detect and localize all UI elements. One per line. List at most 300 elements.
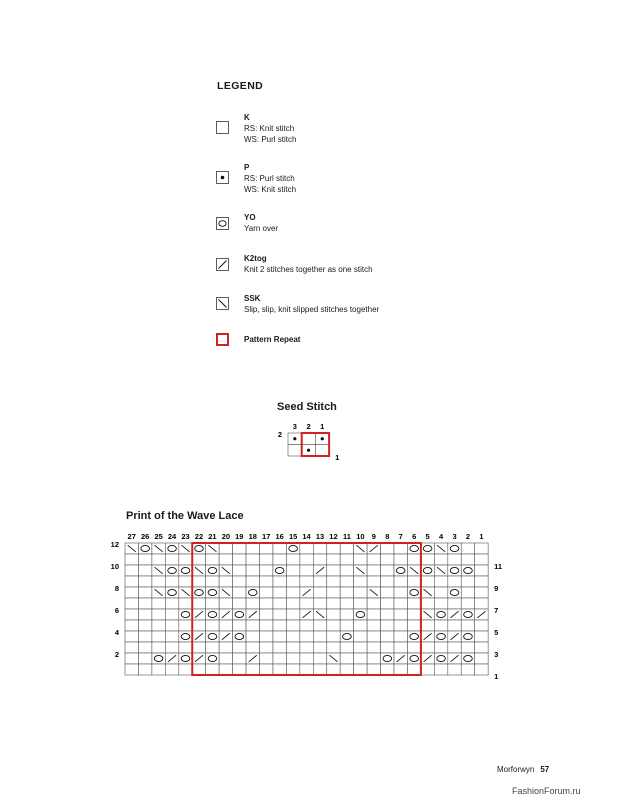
column-number: 6 [412, 532, 417, 541]
chart-cell [421, 598, 434, 609]
chart-cell [354, 587, 367, 598]
chart-cell [354, 554, 367, 565]
chart-cell [138, 609, 151, 620]
chart-cell [354, 598, 367, 609]
chart-cell [233, 543, 246, 554]
legend-name: Pattern Repeat [244, 335, 301, 344]
chart-cell [260, 576, 273, 587]
chart-cell [448, 642, 461, 653]
chart-cell [313, 642, 326, 653]
chart-cell [381, 664, 394, 675]
chart-cell [475, 653, 488, 664]
chart-cell [152, 631, 165, 642]
chart-cell [300, 664, 313, 675]
row-number: 4 [114, 628, 119, 637]
chart-cell [315, 445, 329, 457]
column-number: 13 [315, 532, 325, 541]
chart-cell [286, 642, 299, 653]
chart-cell [394, 543, 407, 554]
chart-cell [394, 587, 407, 598]
column-number: 17 [262, 532, 271, 541]
chart-cell [138, 642, 151, 653]
chart-cell [461, 620, 474, 631]
chart-cell [192, 576, 205, 587]
chart-cell [461, 598, 474, 609]
chart-cell [206, 620, 219, 631]
column-number: 22 [194, 532, 204, 541]
chart-cell [381, 576, 394, 587]
chart-cell [448, 554, 461, 565]
chart-cell [179, 598, 192, 609]
chart-cell [260, 664, 273, 675]
page-number: 57 [540, 765, 550, 774]
chart-cell [394, 609, 407, 620]
chart-cell [233, 664, 246, 675]
chart-cell [260, 598, 273, 609]
chart-cell [273, 576, 286, 587]
chart-cell [286, 631, 299, 642]
chart-cell [260, 543, 273, 554]
chart-cell [300, 543, 313, 554]
chart-cell [286, 609, 299, 620]
column-number: 14 [302, 532, 311, 541]
column-number: 25 [154, 532, 163, 541]
chart-cell [327, 631, 340, 642]
chart-cell [152, 642, 165, 653]
chart-cell [273, 653, 286, 664]
chart-cell [327, 576, 340, 587]
row-number: 3 [494, 650, 499, 659]
legend-title: LEGEND [217, 80, 264, 92]
chart-cell [367, 598, 380, 609]
chart-cell [340, 609, 353, 620]
chart-cell [340, 543, 353, 554]
chart-cell [300, 653, 313, 664]
chart-cell [125, 609, 138, 620]
chart-cell [367, 664, 380, 675]
chart-cell [138, 587, 151, 598]
row-number: 12 [110, 540, 119, 549]
chart-cell [246, 554, 259, 565]
chart-cell [367, 576, 380, 587]
chart-cell [125, 587, 138, 598]
chart-cell [313, 554, 326, 565]
chart-cell [273, 642, 286, 653]
chart-cell [407, 642, 420, 653]
row-number: 10 [110, 562, 119, 571]
chart-cell [475, 620, 488, 631]
chart-cell [475, 543, 488, 554]
chart-cell [300, 576, 313, 587]
chart-cell [152, 554, 165, 565]
purl-dot [307, 449, 310, 452]
chart-cell [246, 664, 259, 675]
legend-name: YO [244, 213, 256, 222]
chart-cell [434, 642, 447, 653]
chart-cell [327, 620, 340, 631]
chart-svg [258, 403, 359, 486]
column-number: 1 [479, 532, 484, 541]
chart-cell [233, 598, 246, 609]
column-number: 5 [425, 532, 430, 541]
legend-name: K2tog [244, 254, 267, 263]
row-number: 2 [114, 650, 119, 659]
chart-cell [233, 587, 246, 598]
chart-cell [125, 642, 138, 653]
chart-cell [165, 609, 178, 620]
chart-cell [138, 576, 151, 587]
chart-cell [327, 642, 340, 653]
chart-cell [246, 565, 259, 576]
chart-cell [340, 598, 353, 609]
chart-cell [165, 620, 178, 631]
chart-cell [340, 587, 353, 598]
legend-item-yo [244, 212, 278, 234]
chart-cell [286, 598, 299, 609]
legend-desc: Yarn over [244, 224, 279, 233]
chart-cell [165, 576, 178, 587]
chart-cell [461, 664, 474, 675]
page-footer [497, 765, 549, 774]
chart-cell [475, 664, 488, 675]
chart-cell [246, 642, 259, 653]
row-number: 8 [114, 584, 119, 593]
chart-cell [367, 609, 380, 620]
chart-cell [192, 620, 205, 631]
column-number: 7 [398, 532, 403, 541]
chart-cell [138, 631, 151, 642]
chart-cell [421, 576, 434, 587]
chart-cell [125, 565, 138, 576]
chart-cell [219, 598, 232, 609]
column-number: 20 [221, 532, 231, 541]
chart-cell [165, 642, 178, 653]
chart-cell [327, 609, 340, 620]
chart-cell [448, 620, 461, 631]
column-number: 15 [288, 532, 298, 541]
chart-cell [233, 620, 246, 631]
row-number: 6 [114, 606, 119, 615]
chart-cell [286, 664, 299, 675]
k2tog-symbol-icon [216, 258, 229, 271]
chart-cell [313, 576, 326, 587]
chart-cell [475, 576, 488, 587]
chart-cell [138, 620, 151, 631]
legend-desc: Slip, slip, knit slipped stitches together [244, 305, 380, 314]
chart-cell [138, 653, 151, 664]
chart-cell [434, 554, 447, 565]
column-number: 23 [181, 532, 190, 541]
chart-cell [206, 664, 219, 675]
chart-cell [138, 565, 151, 576]
chart-cell [260, 565, 273, 576]
chart-cell [367, 631, 380, 642]
row-number: 11 [494, 562, 503, 571]
chart-cell [260, 609, 273, 620]
chart-cell [260, 642, 273, 653]
chart-cell [354, 664, 367, 675]
chart-cell [421, 642, 434, 653]
chart-cell [219, 576, 232, 587]
chart-cell [125, 598, 138, 609]
chart-cell [300, 620, 313, 631]
chart-cell [165, 554, 178, 565]
chart-cell [300, 565, 313, 576]
row-number: 5 [494, 628, 499, 637]
chart-cell [340, 565, 353, 576]
chart-cell [407, 576, 420, 587]
chart-cell [233, 565, 246, 576]
chart-cell [260, 653, 273, 664]
chart-cell [152, 576, 165, 587]
chart-cell [313, 664, 326, 675]
row-number: 1 [494, 672, 499, 681]
chart-cell [165, 664, 178, 675]
knit-symbol-icon [216, 121, 229, 134]
chart-cell [219, 664, 232, 675]
chart-cell [313, 598, 326, 609]
column-number: 1 [320, 422, 325, 431]
chart-cell [300, 642, 313, 653]
chart-cell [354, 620, 367, 631]
chart-cell [300, 631, 313, 642]
chart-cell [125, 631, 138, 642]
legend-desc: WS: Knit stitch [244, 185, 297, 194]
column-number: 3 [452, 532, 457, 541]
seed-stitch-title: Seed Stitch [277, 401, 337, 413]
chart-cell [273, 620, 286, 631]
chart-cell [367, 653, 380, 664]
chart-cell [233, 642, 246, 653]
chart-cell [327, 554, 340, 565]
chart-cell [313, 620, 326, 631]
chart-cell [434, 576, 447, 587]
chart-cell [381, 543, 394, 554]
chart-cell [125, 653, 138, 664]
chart-cell [233, 576, 246, 587]
chart-cell [434, 664, 447, 675]
chart-cell [448, 664, 461, 675]
chart-cell [434, 587, 447, 598]
chart-cell [394, 664, 407, 675]
column-number: 12 [329, 532, 338, 541]
chart-cell [407, 598, 420, 609]
chart-cell [165, 631, 178, 642]
purl-dot [293, 437, 296, 440]
seed-stitch-chart [258, 403, 359, 491]
chart-cell [206, 642, 219, 653]
chart-cell [394, 554, 407, 565]
chart-cell [434, 598, 447, 609]
chart-svg [95, 513, 518, 705]
column-number: 26 [141, 532, 150, 541]
row-number: 7 [494, 606, 499, 615]
chart-cell [219, 543, 232, 554]
chart-cell [286, 576, 299, 587]
purl-symbol-icon [216, 171, 229, 184]
chart-cell [165, 598, 178, 609]
chart-cell [125, 664, 138, 675]
chart-cell [421, 664, 434, 675]
row-number: 2 [277, 430, 282, 439]
chart-cell [421, 620, 434, 631]
legend-item-repeat [244, 334, 300, 345]
chart-cell [273, 543, 286, 554]
column-number: 3 [292, 422, 297, 431]
column-number: 11 [342, 532, 351, 541]
chart-cell [219, 554, 232, 565]
chart-cell [179, 554, 192, 565]
chart-cell [273, 598, 286, 609]
column-number: 27 [127, 532, 136, 541]
legend-name: P [244, 163, 250, 172]
chart-cell [381, 598, 394, 609]
chart-cell [179, 620, 192, 631]
purl-dot [321, 437, 324, 440]
chart-cell [381, 642, 394, 653]
chart-cell [273, 664, 286, 675]
chart-cell [475, 642, 488, 653]
chart-cell [286, 620, 299, 631]
chart-cell [138, 554, 151, 565]
chart-cell [260, 587, 273, 598]
chart-cell [273, 554, 286, 565]
chart-cell [340, 653, 353, 664]
chart-cell [246, 598, 259, 609]
chart-cell [219, 620, 232, 631]
chart-cell [327, 598, 340, 609]
chart-cell [179, 642, 192, 653]
chart-cell [302, 433, 316, 445]
chart-cell [354, 576, 367, 587]
chart-cell [407, 609, 420, 620]
chart-cell [192, 664, 205, 675]
chart-cell [313, 631, 326, 642]
row-number: 9 [494, 584, 499, 593]
column-number: 2 [465, 532, 471, 541]
chart-cell [381, 609, 394, 620]
chart-cell [300, 554, 313, 565]
chart-cell [233, 653, 246, 664]
row-number: 1 [335, 453, 340, 462]
chart-cell [219, 653, 232, 664]
chart-cell [475, 565, 488, 576]
legend-desc: Knit 2 stitches together as one stitch [244, 265, 373, 274]
chart-cell [206, 598, 219, 609]
chart-cell [340, 576, 353, 587]
column-number: 4 [438, 532, 444, 541]
chart-cell [475, 554, 488, 565]
chart-cell [313, 543, 326, 554]
chart-cell [354, 631, 367, 642]
chart-cell [286, 653, 299, 664]
chart-cell [367, 554, 380, 565]
chart-cell [152, 664, 165, 675]
lace-chart-title: Print of the Wave Lace [126, 510, 244, 522]
chart-cell [192, 598, 205, 609]
chart-cell [327, 565, 340, 576]
chart-cell [448, 576, 461, 587]
chart-cell [461, 642, 474, 653]
chart-cell [260, 554, 273, 565]
chart-cell [475, 587, 488, 598]
legend-desc: RS: Knit stitch [244, 124, 295, 133]
chart-cell [381, 565, 394, 576]
chart-cell [273, 587, 286, 598]
chart-cell [394, 598, 407, 609]
legend-item-k2tog [244, 253, 373, 275]
chart-cell [340, 554, 353, 565]
chart-cell [288, 445, 302, 457]
chart-cell [394, 620, 407, 631]
pattern-repeat-symbol-icon [216, 333, 229, 346]
chart-cell [421, 554, 434, 565]
chart-cell [179, 576, 192, 587]
chart-cell [313, 653, 326, 664]
chart-cell [434, 620, 447, 631]
chart-cell [407, 554, 420, 565]
chart-cell [394, 642, 407, 653]
column-number: 19 [235, 532, 244, 541]
column-number: 21 [208, 532, 217, 541]
chart-cell [206, 554, 219, 565]
chart-cell [381, 554, 394, 565]
chart-cell [206, 576, 219, 587]
chart-cell [313, 587, 326, 598]
chart-cell [381, 631, 394, 642]
chart-cell [367, 620, 380, 631]
chart-cell [475, 631, 488, 642]
chart-cell [233, 554, 246, 565]
chart-cell [407, 664, 420, 675]
chart-cell [152, 598, 165, 609]
chart-cell [138, 598, 151, 609]
column-number: 18 [248, 532, 257, 541]
chart-cell [125, 620, 138, 631]
chart-cell [475, 598, 488, 609]
legend-name: K [244, 113, 250, 122]
chart-cell [394, 576, 407, 587]
chart-cell [219, 642, 232, 653]
chart-cell [394, 631, 407, 642]
chart-cell [286, 587, 299, 598]
chart-cell [125, 576, 138, 587]
chart-cell [246, 543, 259, 554]
column-number: 10 [356, 532, 365, 541]
chart-cell [246, 631, 259, 642]
chart-cell [286, 565, 299, 576]
chart-cell [448, 598, 461, 609]
lace-chart [95, 513, 518, 710]
legend-item-purl [244, 162, 296, 195]
chart-cell [273, 609, 286, 620]
legend-desc: RS: Purl stitch [244, 174, 295, 183]
chart-cell [461, 543, 474, 554]
legend-desc: WS: Purl stitch [244, 135, 297, 144]
chart-cell [246, 576, 259, 587]
chart-cell [340, 664, 353, 675]
chart-cell [179, 664, 192, 675]
chart-cell [327, 543, 340, 554]
watermark: FashionForum.ru [512, 786, 581, 796]
column-number: 2 [306, 422, 311, 431]
chart-cell [354, 653, 367, 664]
chart-cell [461, 576, 474, 587]
chart-cell [461, 554, 474, 565]
chart-cell [286, 554, 299, 565]
chart-cell [340, 620, 353, 631]
chart-cell [192, 642, 205, 653]
